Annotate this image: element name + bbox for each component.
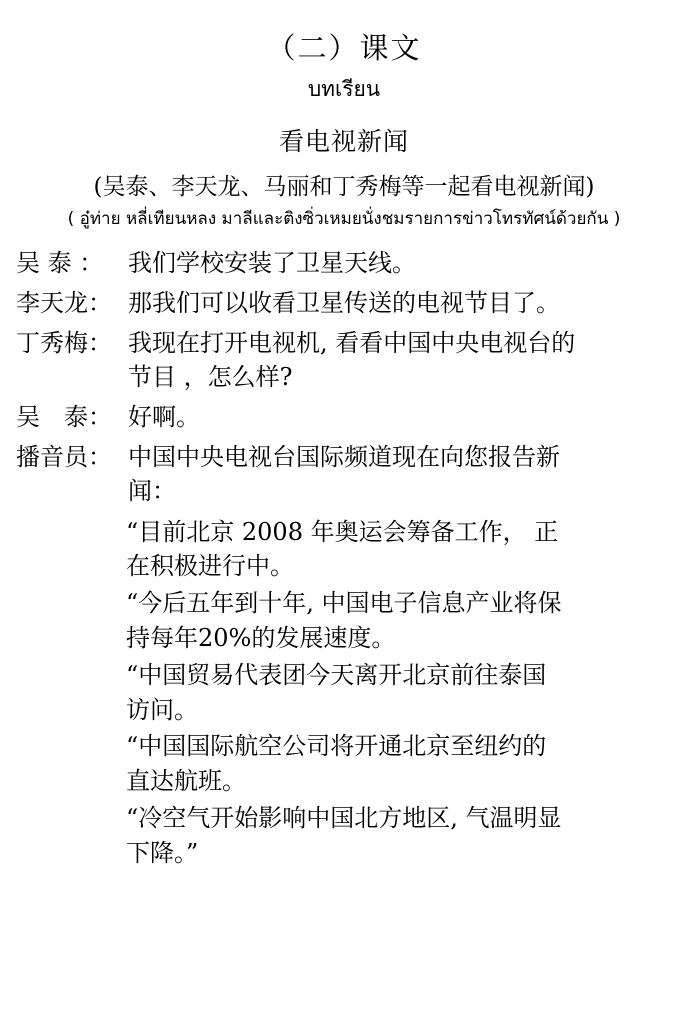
news-item <box>126 586 674 656</box>
speaker-name: 李天龙： <box>16 289 112 318</box>
dialogue-list <box>14 246 674 509</box>
speech-text <box>128 246 672 280</box>
speaker-name: 播音员： <box>16 443 112 472</box>
news-line: “今后五年到十年, 中国电子信息产业将保 <box>126 589 562 618</box>
news-line: “目前北京 2008 年奥运会筹备工作， 正 <box>126 517 559 546</box>
speech-text <box>128 326 672 394</box>
speech-line: 中国中央电视台国际频道现在向您报告新 <box>128 443 560 472</box>
news-item <box>126 515 674 585</box>
stage-direction-chinese: (吴泰、李天龙、马丽和丁秀梅等一起看电视新闻) <box>93 174 595 200</box>
stage-direction-thai: ( อู๋ท่าย หลี่เทียนหลง มาลีและติงซิ่วเหมยนั่งชมรายการข่าวโทรทัศน์ด้วยกัน ) <box>67 209 621 229</box>
speech-text <box>128 286 672 320</box>
speech-text <box>128 440 672 508</box>
lesson-title: 看电视新闻 <box>278 127 409 156</box>
speaker-name: 丁秀梅： <box>16 329 112 358</box>
news-line: 下降。” <box>126 838 199 867</box>
speech-line: 节目 ，怎么样? <box>128 363 293 392</box>
dialogue-line <box>16 326 672 394</box>
speaker-name: 吴 泰： <box>16 403 112 432</box>
dialogue-line <box>16 246 672 280</box>
speech-line: 那我们可以收看卫星传送的电视节目了。 <box>128 289 560 318</box>
dialogue-line <box>16 286 672 320</box>
page-title: （二）课文 <box>266 31 422 65</box>
speech-text <box>128 400 672 434</box>
page-subtitle-thai: บทเรียน <box>307 77 381 101</box>
speech-line: 我们学校安装了卫星天线。 <box>128 249 416 277</box>
news-line: “冷空气开始影响中国北方地区, 气温明显 <box>126 803 562 832</box>
speech-line: 闻： <box>128 477 176 506</box>
news-items-list <box>14 515 674 871</box>
news-line: 在积极进行中。 <box>126 552 294 581</box>
speech-line: 好啊。 <box>128 403 200 432</box>
speaker-name: 吴 泰 ： <box>16 249 104 277</box>
news-line: “中国贸易代表团今天离开北京前往泰国 <box>126 660 547 689</box>
dialogue-line <box>16 440 672 508</box>
speech-line: 我现在打开电视机, 看看中国中央电视台的 <box>128 329 576 358</box>
news-item <box>126 801 674 871</box>
news-line: “中国国际航空公司将开通北京至纽约的 <box>126 732 547 761</box>
news-item <box>126 729 674 799</box>
dialogue-line <box>16 400 672 434</box>
news-line: 访问。 <box>126 695 198 724</box>
news-line: 直达航班。 <box>126 767 246 796</box>
news-line: 持每年20%的发展速度。 <box>126 623 396 652</box>
news-item <box>126 658 674 728</box>
